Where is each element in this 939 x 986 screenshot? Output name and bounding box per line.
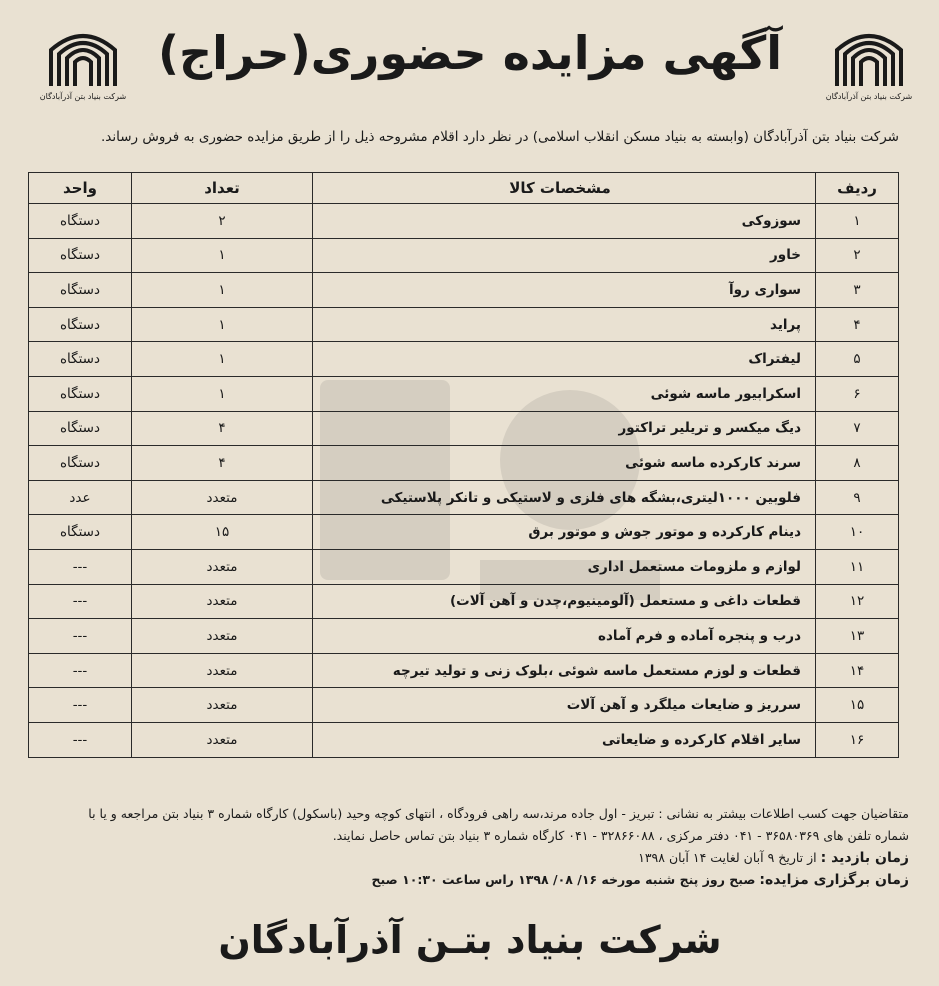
cell-quantity: متعدد	[132, 688, 313, 723]
cell-row-number: ۵	[816, 342, 899, 377]
table-row	[29, 653, 899, 688]
cell-quantity: متعدد	[132, 619, 313, 654]
cell-row-number: ۱۳	[816, 619, 899, 654]
table-row	[29, 273, 899, 308]
cell-description: فلوبین ۱۰۰۰لیتری،بشگه های فلزی و لاستیکی و تانکر پلاستیکی	[313, 480, 816, 515]
cell-unit: دستگاه	[29, 273, 132, 308]
cell-quantity: متعدد	[132, 584, 313, 619]
cell-row-number: ۱	[816, 204, 899, 239]
cell-row-number: ۲	[816, 238, 899, 273]
cell-unit: ---	[29, 549, 132, 584]
cell-description: اسکرابیور ماسه شوئی	[313, 376, 816, 411]
cell-row-number: ۶	[816, 376, 899, 411]
header-description: مشخصات کالا	[313, 173, 816, 204]
cell-row-number: ۱۰	[816, 515, 899, 550]
table-row	[29, 619, 899, 654]
footer-company-name: شرکت بنیاد بتـن آذرآبادگان	[218, 918, 722, 962]
cell-quantity: ۴	[132, 411, 313, 446]
cell-description: سایر اقلام کارکرده و ضایعاتی	[313, 722, 816, 757]
cell-description: درب و پنجره آماده و فرم آماده	[313, 619, 816, 654]
cell-description: دینام کارکرده و موتور جوش و موتور برق	[313, 515, 816, 550]
cell-description: لیفتراک	[313, 342, 816, 377]
table-row	[29, 307, 899, 342]
cell-row-number: ۱۲	[816, 584, 899, 619]
arch-logo-icon	[829, 20, 909, 90]
arch-logo-icon	[43, 20, 123, 90]
table-row	[29, 688, 899, 723]
cell-quantity: ۲	[132, 204, 313, 239]
cell-row-number: ۸	[816, 446, 899, 481]
contact-line-1: متقاضیان جهت کسب اطلاعات بیشتر به نشانی : تبریز - اول جاده مرند،سه راهی فرودگاه ، انتهای کوچه وحید (باسکول) کارگاه شماره ۳ بنیاد بتن مراجعه و یا با	[88, 806, 909, 821]
cell-row-number: ۱۶	[816, 722, 899, 757]
cell-unit: دستگاه	[29, 515, 132, 550]
cell-description: سوزوکی	[313, 204, 816, 239]
cell-quantity: ۱	[132, 342, 313, 377]
table-row	[29, 204, 899, 239]
cell-row-number: ۳	[816, 273, 899, 308]
cell-quantity: متعدد	[132, 653, 313, 688]
cell-description: سرریز و ضایعات میلگرد و آهن آلات	[313, 688, 816, 723]
cell-quantity: ۱۵	[132, 515, 313, 550]
cell-unit: دستگاه	[29, 446, 132, 481]
cell-unit: دستگاه	[29, 342, 132, 377]
visit-time-label: زمان بازدید :	[820, 850, 909, 866]
header-row-number: ردیف	[816, 173, 899, 204]
table-row	[29, 238, 899, 273]
cell-row-number: ۱۴	[816, 653, 899, 688]
cell-row-number: ۱۵	[816, 688, 899, 723]
cell-description: قطعات داغی و مستعمل (آلومینیوم،چدن و آهن آلات)	[313, 584, 816, 619]
cell-row-number: ۴	[816, 307, 899, 342]
table-row	[29, 446, 899, 481]
items-table	[28, 172, 899, 758]
cell-unit: ---	[29, 619, 132, 654]
cell-unit: ---	[29, 653, 132, 688]
cell-quantity: ۱	[132, 376, 313, 411]
table-row	[29, 480, 899, 515]
page-title: آگهی مزایده حضوری(حراج)	[157, 26, 782, 80]
cell-unit: دستگاه	[29, 307, 132, 342]
cell-row-number: ۷	[816, 411, 899, 446]
cell-unit: دستگاه	[29, 204, 132, 239]
cell-unit: ---	[29, 584, 132, 619]
cell-description: قطعات و لوزم مستعمل ماسه شوئی ،بلوک زنی و تولید تیرچه	[313, 653, 816, 688]
cell-unit: ---	[29, 722, 132, 757]
cell-quantity: متعدد	[132, 722, 313, 757]
logo-caption: شرکت بنیاد بتن آذرآبادگان	[825, 92, 913, 101]
cell-row-number: ۹	[816, 480, 899, 515]
company-logo-right	[824, 20, 914, 115]
cell-quantity: ۱	[132, 307, 313, 342]
intro-text: شرکت بنیاد بتن آذرآبادگان (وابسته به بنیاد مسکن انقلاب اسلامی) در نظر دارد اقلام مشروحه ذیل را از طریق مزایده حضوری به فروش رساند.	[100, 129, 899, 145]
table-body	[29, 204, 899, 758]
cell-unit: دستگاه	[29, 238, 132, 273]
cell-quantity: ۱	[132, 273, 313, 308]
logo-caption: شرکت بنیاد بتن آذرآبادگان	[39, 92, 127, 101]
table-row	[29, 376, 899, 411]
cell-quantity: متعدد	[132, 549, 313, 584]
cell-row-number: ۱۱	[816, 549, 899, 584]
cell-description: سواری روآ	[313, 273, 816, 308]
cell-description: پراید	[313, 307, 816, 342]
header-quantity: تعداد	[132, 173, 313, 204]
table-row	[29, 411, 899, 446]
cell-description: لوازم و ملزومات مستعمل اداری	[313, 549, 816, 584]
auction-time	[29, 869, 909, 891]
table-row	[29, 549, 899, 584]
cell-description: دیگ میکسر و تریلیر تراکتور	[313, 411, 816, 446]
visit-time	[29, 847, 909, 869]
auction-time-value: صبح روز پنج شنبه مورخه ۱۶/ ۰۸/ ۱۳۹۸ راس ساعت ۱۰:۳۰ صبح	[371, 872, 756, 887]
auction-time-label: زمان برگزاری مزایده:	[759, 872, 909, 888]
table-row	[29, 722, 899, 757]
cell-unit: دستگاه	[29, 411, 132, 446]
table-row	[29, 515, 899, 550]
header-unit: واحد	[29, 173, 132, 204]
table-row	[29, 584, 899, 619]
visit-time-value: از تاریخ ۹ آبان لغایت ۱۴ آبان ۱۳۹۸	[638, 850, 817, 865]
cell-quantity: متعدد	[132, 480, 313, 515]
contact-line-2: شماره تلفن های ۳۶۵۸۰۳۶۹ - ۰۴۱ دفتر مرکزی ، ۳۲۸۶۶۰۸۸ - ۰۴۱ کارگاه شماره ۳ بنیاد بتن تماس حاصل نمایند.	[332, 828, 909, 843]
cell-unit: دستگاه	[29, 376, 132, 411]
cell-description: سرند کارکرده ماسه شوئی	[313, 446, 816, 481]
cell-unit: ---	[29, 688, 132, 723]
company-logo-left	[38, 20, 128, 115]
cell-description: خاور	[313, 238, 816, 273]
table-header-row	[29, 173, 899, 204]
table-row	[29, 342, 899, 377]
notes-section	[29, 803, 909, 891]
cell-unit: عدد	[29, 480, 132, 515]
cell-quantity: ۱	[132, 238, 313, 273]
cell-quantity: ۴	[132, 446, 313, 481]
